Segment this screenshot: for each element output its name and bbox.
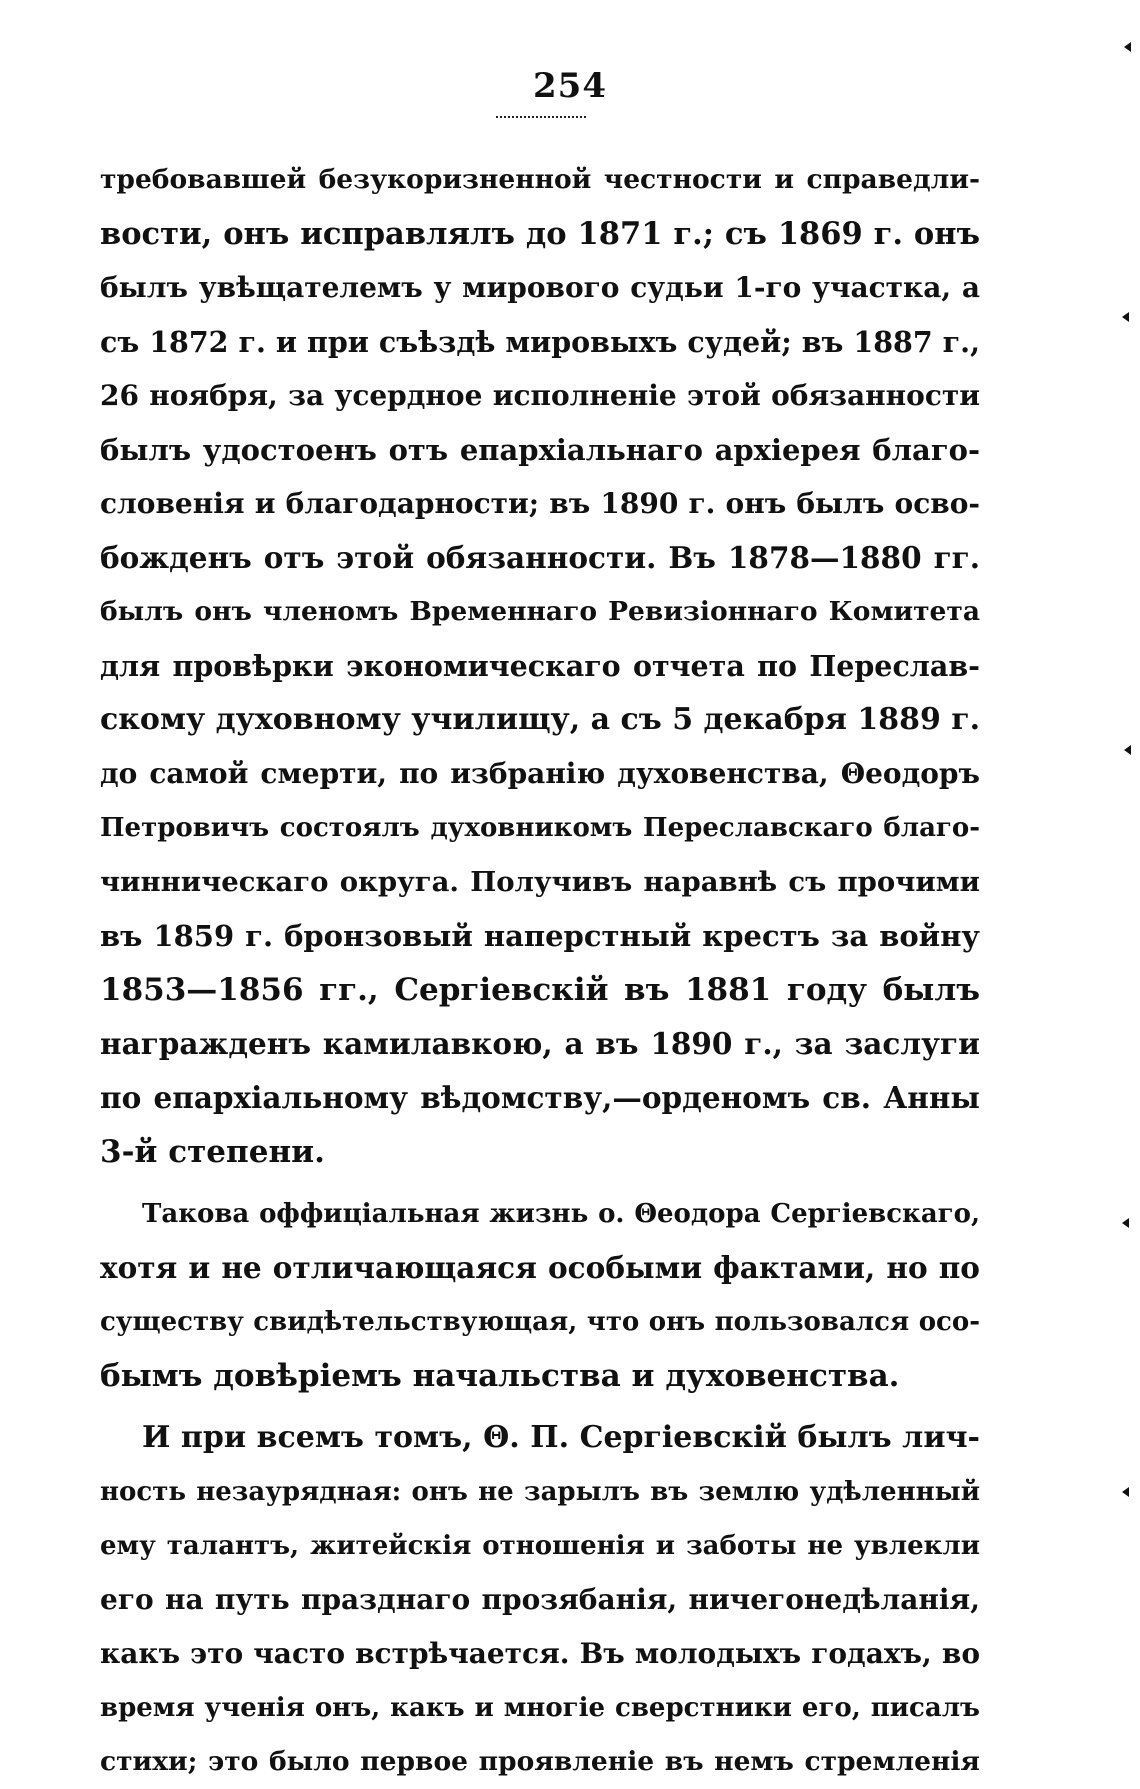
scan-mark-icon [1124, 745, 1131, 755]
page-number: 254 [533, 66, 607, 106]
text-line: стихи; это было первое проявленіе въ немъ стремленія [100, 1746, 980, 1777]
text-line: словенія и благодарности; въ 1890 г. онъ былъ осво- [100, 487, 980, 520]
text-line: Петровичъ состоялъ духовникомъ Переславскаго благо- [100, 813, 980, 843]
text-line: хотя и не отличающаяся особыми фактами, но по [100, 1250, 980, 1285]
text-line: И при всемъ томъ, Θ. П. Сергіевскій былъ лич- [142, 1420, 980, 1455]
text-line: бымъ довѣріемъ начальства и духовенства. [100, 1358, 900, 1394]
scan-mark-icon [1122, 1218, 1129, 1228]
text-line: 3-й степени. [100, 1134, 325, 1170]
text-line: 26 ноября, за усердное исполненіе этой обязанности [100, 379, 980, 412]
text-line: былъ онъ членомъ Временнаго Ревизіоннаго Комитета [100, 596, 980, 627]
text-line: какъ это часто встрѣчается. Въ молодыхъ годахъ, во [100, 1637, 980, 1670]
text-line: чинническаго округа. Получивъ наравнѣ съ прочими [100, 866, 980, 898]
text-line: божденъ отъ этой обязанности. Въ 1878—1880 гг. [100, 540, 980, 575]
scan-mark-icon [1122, 312, 1129, 322]
text-line: ность незаурядная: онъ не зарылъ въ землю удѣленный [100, 1477, 980, 1507]
body-text [100, 153, 980, 1789]
text-line: требовавшей безукоризненной честности и справедли- [100, 164, 980, 195]
text-line: время ученія онъ, какъ и многіе сверстники его, писалъ [100, 1693, 980, 1723]
text-line: въ 1859 г. бронзовый наперстный крестъ за войну [100, 919, 980, 953]
text-line: съ 1872 г. и при съѣздѣ мировыхъ судей; въ 1887 г., [100, 325, 980, 359]
text-line: существу свидѣтельствующая, что онъ пользовался осо- [100, 1307, 980, 1337]
text-line: былъ увѣщателемъ у мирового судьи 1-го участка, а [100, 271, 980, 304]
text-line: ему талантъ, житейскія отношенія и заботы не увлекли [100, 1531, 980, 1561]
paragraph [100, 1411, 980, 1789]
text-line: вости, онъ исправлялъ до 1871 г.; съ 1869 г. онъ [100, 216, 980, 252]
text-line: Такова оффиціальная жизнь о. Θеодора Сергіевскаго, [142, 1199, 980, 1229]
text-line: награжденъ камилавкою, а въ 1890 г., за заслуги [100, 1026, 980, 1061]
paragraph [100, 153, 980, 1179]
text-line: 1853—1856 гг., Сергіевскій въ 1881 году былъ [100, 972, 980, 1008]
text-line: былъ удостоенъ отъ епархіальнаго архіерея благо- [100, 433, 980, 467]
paragraph [100, 1187, 980, 1403]
scan-mark-icon [1122, 1487, 1129, 1497]
text-line: для провѣрки экономическаго отчета по Переслав- [100, 649, 980, 683]
text-line: по епархіальному вѣдомству,—орденомъ св. Анны [100, 1080, 980, 1115]
text-line: до самой смерти, по избранію духовенства, Θеодоръ [100, 757, 980, 790]
text-line: его на путь празднаго прозябанія, ничегонедѣланія, [100, 1583, 980, 1616]
page-number-rule [496, 116, 586, 118]
scan-mark-icon [1124, 42, 1131, 52]
text-line: скому духовному училищу, а съ 5 декабря 1889 г. [100, 702, 980, 737]
